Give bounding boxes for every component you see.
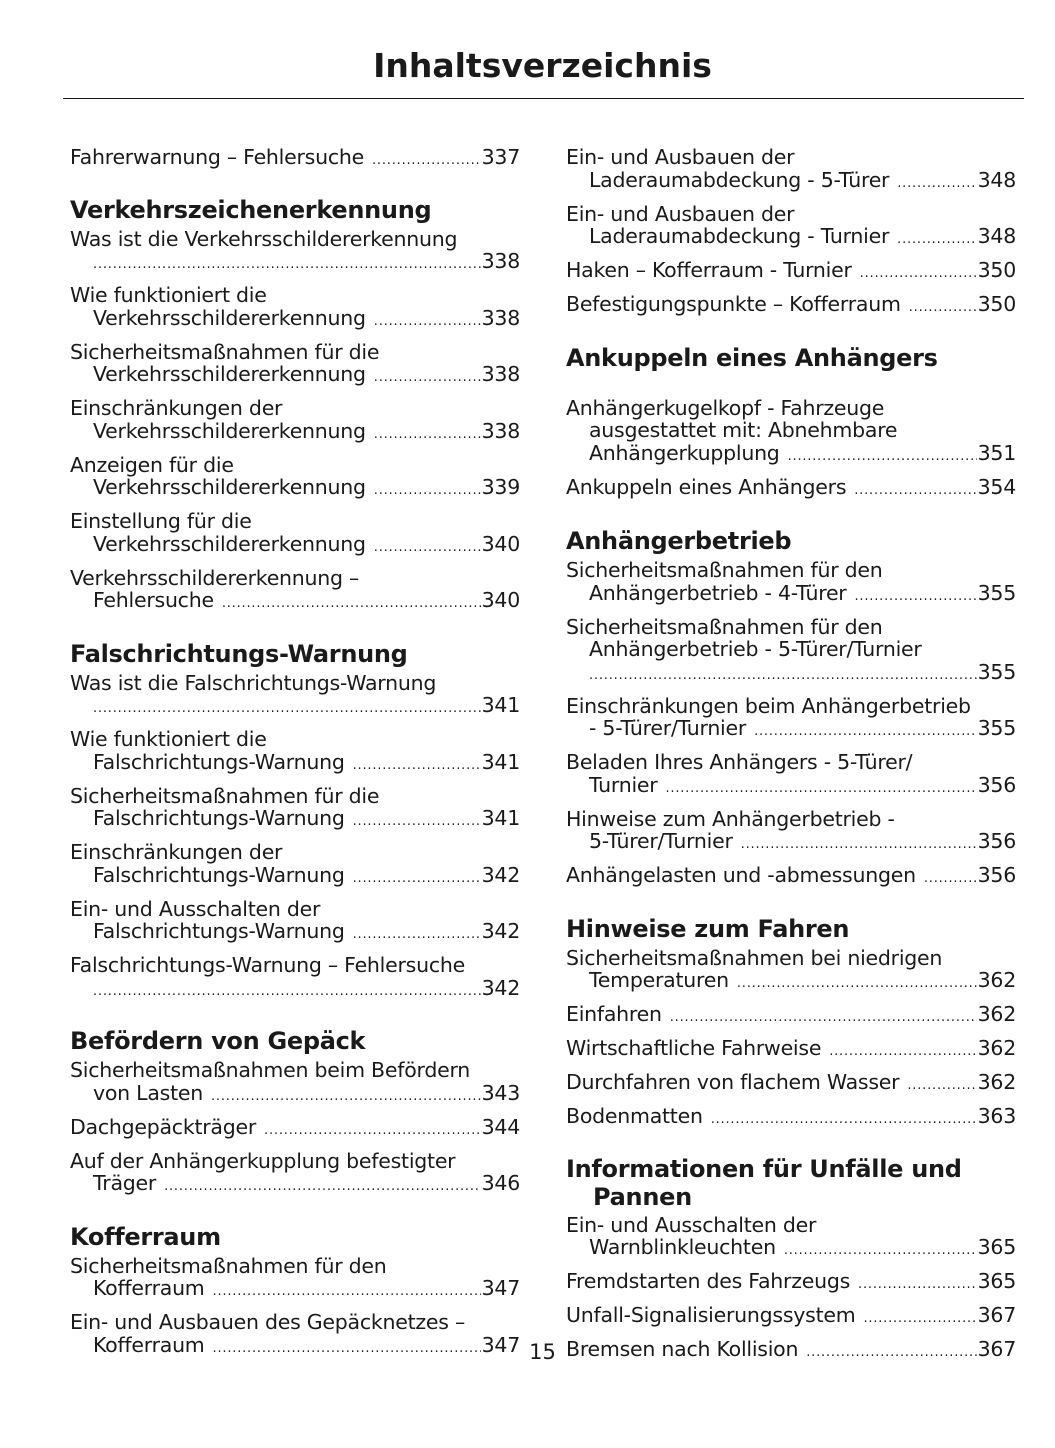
page-ref: 355 (977, 580, 1016, 605)
page-ref: 365 (977, 1235, 1016, 1259)
page-ref: 356 (977, 863, 1016, 887)
toc-entry[interactable]: Wie funktioniert die Verkehrsschildererkennung ..... 338 (70, 284, 520, 333)
page-ref: 350 (977, 258, 1016, 282)
toc-entry[interactable]: Anhängerkugelkopf - Fahrzeuge ausgestattet mit: Abnehmbare Anhängerkupplung ..... 351 (566, 397, 1016, 469)
page-ref: 342 (481, 975, 520, 1000)
section-heading: Befördern von Gepäck (70, 1027, 366, 1055)
page-ref: 363 (977, 1104, 1016, 1128)
page-ref: 348 (977, 224, 1016, 248)
toc-entry[interactable]: Einschränkungen der Falschrichtungs-Warnung ..... 342 (70, 841, 520, 890)
toc-entry[interactable]: Falschrichtungs-Warnung – Fehlersuche ..... 342 (70, 954, 520, 1003)
page-ref: 340 (481, 588, 520, 612)
toc-entry[interactable]: Ein- und Ausbauen der Laderaumabdeckung - 5-Türer ..... 348 (566, 146, 1016, 195)
section-heading: Falschrichtungs-Warnung (70, 639, 408, 668)
page-ref: 338 (481, 249, 520, 273)
page-ref: 338 (481, 305, 520, 330)
section-heading: Kofferraum (70, 1222, 221, 1251)
page-ref: 351 (977, 440, 1016, 465)
toc-entry[interactable]: Einschränkungen der Verkehrsschildererkennung ..... 338 (70, 397, 520, 446)
toc-entry[interactable]: Auf der Anhängerkupplung befestigter Träger ..... 346 (70, 1150, 520, 1199)
toc-entry[interactable]: Haken – Kofferraum - Turnier ..... 350 (566, 259, 1016, 286)
toc-entry[interactable]: Anhängelasten und -abmessungen ..... 356 (566, 864, 1016, 891)
page-ref: 362 (977, 1036, 1016, 1060)
page-ref: 341 (481, 806, 520, 830)
section-heading: Verkehrszeichenerkennung (70, 195, 432, 224)
page-ref: 362 (977, 1070, 1016, 1094)
toc-entry[interactable]: Ein- und Ausschalten der Warnblinkleuchten ..... 365 (566, 1214, 1016, 1263)
page-ref: 338 (481, 362, 520, 386)
page-ref: 355 (977, 716, 1016, 740)
page-ref: 337 (481, 145, 520, 169)
page-number: 15 (529, 1340, 556, 1364)
section-heading: Ankuppeln eines Anhängers (566, 343, 938, 372)
page-ref: 356 (977, 772, 1016, 797)
page-ref: 339 (481, 475, 520, 499)
section-heading: Anhängerbetrieb (566, 527, 792, 555)
page-ref: 355 (977, 659, 1016, 684)
toc-entry[interactable]: Fahrerwarnung – Fehlersuche ..... 337 (70, 146, 520, 173)
page-ref: 367 (977, 1337, 1016, 1361)
section-heading: Informationen für Unfälle und Pannen (566, 1154, 962, 1211)
toc-column-left (70, 146, 520, 1368)
page-title: Inhaltsverzeichnis (373, 46, 712, 85)
toc-entry[interactable]: Was ist die Falschrichtungs-Warnung ..... 341 (70, 672, 520, 721)
toc-entry[interactable]: Fremdstarten des Fahrzeugs ..... 365 (566, 1270, 1016, 1297)
page-ref: 340 (481, 531, 520, 556)
page-ref: 354 (977, 474, 1016, 499)
page-ref: 342 (481, 862, 520, 887)
toc-entry[interactable]: Ankuppeln eines Anhängers ..... 354 (566, 476, 1016, 503)
toc-entry[interactable]: Sicherheitsmaßnahmen beim Befördern von Lasten ..... 343 (70, 1059, 520, 1108)
toc-entry[interactable]: Sicherheitsmaßnahmen bei niedrigen Temperaturen ..... 362 (566, 947, 1016, 996)
toc-entry[interactable]: Ein- und Ausbauen des Gepäcknetzes – Kofferraum ..... 347 (70, 1311, 520, 1360)
toc-entry[interactable]: Wie funktioniert die Falschrichtungs-Warnung ..... 341 (70, 728, 520, 777)
toc-entry[interactable]: Bremsen nach Kollision ..... 367 (566, 1338, 1016, 1365)
toc-entry[interactable]: Ein- und Ausschalten der Falschrichtungs-Warnung ..... 342 (70, 898, 520, 947)
toc-entry[interactable]: Anzeigen für die Verkehrsschildererkennung ..... 339 (70, 454, 520, 503)
toc-column-right (566, 146, 1016, 1372)
page-ref: 348 (977, 167, 1016, 192)
page-ref: 367 (977, 1303, 1016, 1327)
page-ref: 341 (481, 693, 520, 717)
toc-entry[interactable]: Sicherheitsmaßnahmen für den Kofferraum ..... 347 (70, 1255, 520, 1304)
page-ref: 356 (977, 829, 1016, 853)
page-ref: 362 (977, 968, 1016, 992)
toc-entry[interactable]: Hinweise zum Anhängerbetrieb - 5-Türer/Turnier ..... 356 (566, 808, 1016, 857)
toc-entry[interactable]: Bodenmatten ..... 363 (566, 1105, 1016, 1132)
toc-entry[interactable]: Was ist die Verkehrsschildererkennung ..... 338 (70, 228, 520, 277)
toc-entry[interactable]: Sicherheitsmaßnahmen für den Anhängerbetrieb - 5-Türer/Turnier ..... 355 (566, 616, 1016, 688)
toc-entry[interactable]: Dachgepäckträger ..... 344 (70, 1116, 520, 1143)
toc-entry[interactable]: Ein- und Ausbauen der Laderaumabdeckung - Turnier ..... 348 (566, 203, 1016, 252)
page-ref: 347 (481, 1276, 520, 1300)
toc-entry[interactable]: Einfahren ..... 362 (566, 1003, 1016, 1030)
toc-entry[interactable]: Einstellung für die Verkehrsschildererkennung ..... 340 (70, 510, 520, 559)
toc-entry[interactable]: Sicherheitsmaßnahmen für die Falschrichtungs-Warnung ..... 341 (70, 785, 520, 834)
section-heading: Hinweise zum Fahren (566, 914, 850, 943)
page-ref: 346 (481, 1171, 520, 1195)
toc-entry[interactable]: Einschränkungen beim Anhängerbetrieb - 5-Türer/Turnier ..... 355 (566, 695, 1016, 744)
page-ref: 365 (977, 1269, 1016, 1293)
toc-entry[interactable]: Sicherheitsmaßnahmen für den Anhängerbetrieb - 4-Türer ..... 355 (566, 559, 1016, 608)
page-ref: 343 (481, 1080, 520, 1105)
toc-entry[interactable]: Beladen Ihres Anhängers - 5-Türer/ Turnier ..... 356 (566, 751, 1016, 800)
page-ref: 341 (481, 749, 520, 774)
toc-entry[interactable]: Sicherheitsmaßnahmen für die Verkehrsschildererkennung ..... 338 (70, 341, 520, 390)
toc-entry[interactable]: Verkehrsschildererkennung – Fehlersuche ..... 340 (70, 567, 520, 616)
page-ref: 350 (977, 292, 1016, 316)
toc-entry[interactable]: Befestigungspunkte – Kofferraum ..... 350 (566, 293, 1016, 320)
toc-entry[interactable]: Durchfahren von flachem Wasser ..... 362 (566, 1071, 1016, 1098)
toc-entry[interactable]: Unfall-Signalisierungssystem ..... 367 (566, 1304, 1016, 1331)
page-ref: 342 (481, 919, 520, 943)
toc-entry[interactable]: Wirtschaftliche Fahrweise ..... 362 (566, 1037, 1016, 1064)
page-ref: 362 (977, 1002, 1016, 1026)
page-ref: 344 (481, 1114, 520, 1139)
page-ref: 347 (481, 1332, 520, 1357)
page-ref: 338 (481, 418, 520, 443)
title-divider (63, 98, 1024, 99)
